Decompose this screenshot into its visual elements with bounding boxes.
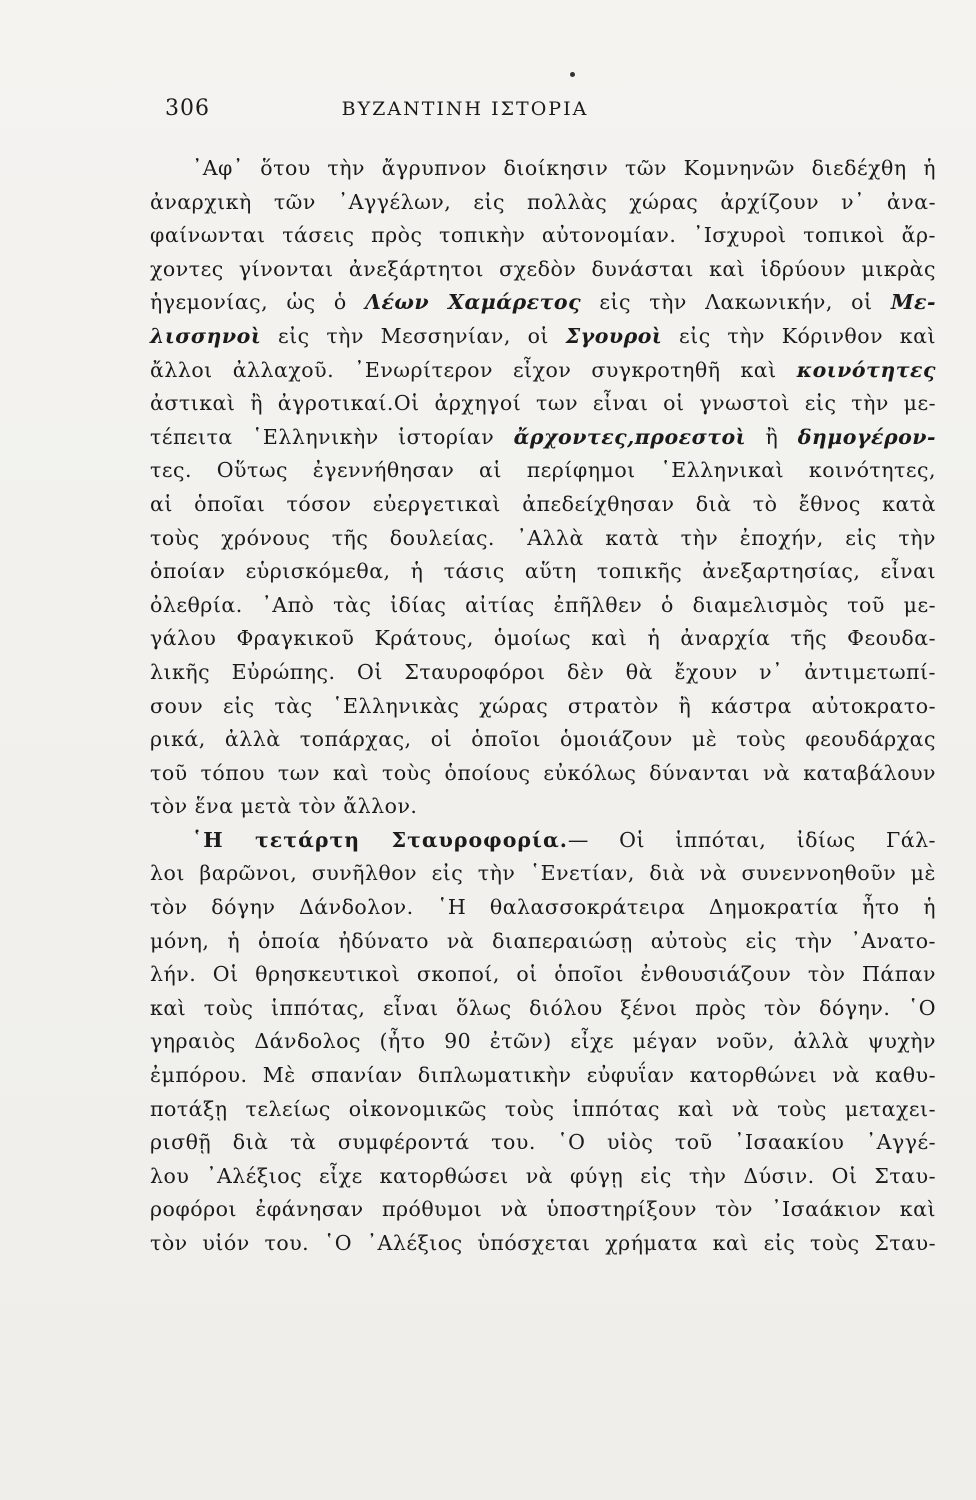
text-segment: γάλου Φραγκικοῦ Κράτους, ὁμοίως καὶ ἡ ἀναρχία τῆς Φεουδα- — [150, 626, 936, 651]
text-segment: ἀναρχικὴ τῶν ᾿Αγγέλων, εἰς πολλὰς χώρας ἀρχίζουν ν᾿ ἀνα- — [150, 189, 936, 214]
section-heading: ῾Η τετάρτη Σταυροφορία. — [192, 827, 568, 852]
text-segment: τοὺς χρόνους τῆς δουλείας. ᾿Αλλὰ κατὰ τὴν ἐποχήν, εἰς τὴν — [150, 525, 936, 550]
text-segment: ἐμπόρου. Μὲ σπανίαν διπλωματικὴν εὐφυΐαν κατορθώνει νὰ καθυ- — [150, 1063, 936, 1088]
text-segment: ὁποίαν εὑρισκόμεθα, ἡ τάσις αὕτη τοπικῆς ἀνεξαρτησίας, εἶναι — [150, 559, 936, 584]
text-line — [150, 958, 936, 992]
text-line — [150, 925, 936, 959]
text-line — [150, 1059, 936, 1093]
text-line — [150, 656, 936, 690]
text-segment: ἡγεμονίας, ὡς ὁ — [150, 290, 366, 315]
text-segment: καὶ τοὺς ἱππότας, εἶναι ὅλως διόλου ξένοι πρὸς τὸν δόγην. ῾Ο — [150, 995, 936, 1020]
text-line — [150, 824, 936, 858]
text-line — [150, 1193, 936, 1227]
emphasized-term: ἄρχοντες,προεστοὶ — [513, 424, 747, 449]
text-line — [150, 622, 936, 656]
text-segment: λικῆς Εὐρώπης. Οἱ Σταυροφόροι δὲν θὰ ἔχουν ν᾿ ἀντιμετωπί- — [150, 659, 936, 684]
page-number: 306 — [165, 96, 210, 121]
text-line — [150, 690, 936, 724]
text-line — [150, 1093, 936, 1127]
text-line — [150, 354, 936, 388]
text-line — [150, 992, 936, 1026]
text-line — [150, 555, 936, 589]
text-line — [150, 421, 936, 455]
text-segment: ἄλλοι ἀλλαχοῦ. ᾿Ενωρίτερον εἶχον συγκροτηθῆ καὶ — [150, 357, 797, 382]
body-text — [150, 152, 936, 1261]
text-line — [150, 219, 936, 253]
text-segment: ἢ — [746, 424, 798, 449]
emphasized-term: κοινότητες — [796, 357, 936, 382]
text-segment: τὸν ἕνα μετὰ τὸν ἄλλον. — [150, 794, 418, 819]
text-segment: τὸν δόγην Δάνδολον. ῾Η θαλασσοκράτειρα Δημοκρατία ἦτο ἡ — [150, 895, 936, 920]
text-segment: τες. Οὕτως ἐγεννήθησαν αἱ περίφημοι ῾Ελληνικαὶ κοινότητες, — [150, 458, 936, 483]
running-title: ΒΥΖΑΝΤΙΝΗ ΙΣΤΟΡΙΑ — [341, 98, 589, 120]
text-segment: λήν. Οἱ θρησκευτικοὶ σκοποί, οἱ ὁποῖοι ἐνθουσιάζουν τὸν Πάπαν — [150, 962, 936, 987]
emphasized-term: δημογέρον- — [797, 424, 936, 449]
text-segment: ἀστικαὶ ἢ ἀγροτικαί.Οἱ ἀρχηγοί των εἶναι οἱ γνωστοὶ εἰς τὴν με- — [150, 391, 936, 416]
text-segment: ᾿Αφ᾿ ὅτου τὴν ἄγρυπνον διοίκησιν τῶν Κομνηνῶν διεδέχθη ἡ — [192, 156, 936, 180]
text-segment: ρικά, ἀλλὰ τοπάρχας, οἱ ὁποῖοι ὁμοιάζουν μὲ τοὺς φεουδάρχας — [150, 727, 936, 752]
text-line — [150, 454, 936, 488]
text-segment: ροφόροι ἐφάνησαν πρόθυμοι νὰ ὑποστηρίξουν τὸν ᾿Ισαάκιον καὶ — [150, 1197, 936, 1222]
emphasized-term: Λέων Χαμάρετος — [365, 290, 582, 315]
text-line — [150, 488, 936, 522]
text-line — [150, 1126, 936, 1160]
text-line — [150, 1160, 936, 1194]
text-line — [150, 387, 936, 421]
text-line — [150, 253, 936, 287]
text-segment: εἰς τὴν Λακωνικήν, οἱ — [581, 290, 891, 315]
text-line — [150, 857, 936, 891]
text-line — [150, 286, 936, 320]
text-segment: ποτάξῃ τελείως οἰκονομικῶς τοὺς ἱππότας καὶ νὰ τοὺς μεταχει- — [150, 1096, 936, 1121]
text-line — [150, 186, 936, 220]
text-segment: αἱ ὁποῖαι τόσον εὐεργετικαὶ ἀπεδείχθησαν διὰ τὸ ἔθνος κατὰ — [150, 491, 936, 516]
text-segment: φαίνωνται τάσεις πρὸς τοπικὴν αὐτονομίαν. ᾿Ισχυροὶ τοπικοὶ ἄρ- — [150, 223, 936, 248]
text-segment: τὸν υἱόν του. ῾Ο ᾿Αλέξιος ὑπόσχεται χρήματα καὶ εἰς τοὺς Σταυ- — [150, 1231, 936, 1255]
text-segment: τέπειτα ῾Ελληνικὴν ἱστορίαν — [150, 424, 514, 449]
text-line — [150, 152, 936, 186]
text-segment: — Οἱ ἱππόται, ἰδίως Γάλ- — [567, 827, 936, 852]
text-segment: χοντες γίνονται ἀνεξάρτητοι σχεδὸν δυνάσται καὶ ἱδρύουν μικρὰς — [150, 256, 936, 281]
text-segment: σουν εἰς τὰς ῾Ελληνικὰς χώρας στρατὸν ἢ κάστρα αὐτοκρατο- — [150, 693, 936, 718]
page-header — [165, 96, 725, 130]
text-line — [150, 1227, 936, 1261]
text-segment: τοῦ τόπου των καὶ τοὺς ὁποίους εὐκόλως δύνανται νὰ καταβάλουν — [150, 760, 936, 785]
text-line — [150, 320, 936, 354]
text-segment: ρισθῇ διὰ τὰ συμφέροντά του. ῾Ο υἱὸς τοῦ ᾿Ισαακίου ᾿Αγγέ- — [150, 1130, 936, 1155]
emphasized-term: Με- — [890, 290, 937, 315]
text-segment: μόνη, ἡ ὁποία ἠδύνατο νὰ διαπεραιώσῃ αὐτοὺς εἰς τὴν ᾿Ανατο- — [150, 928, 936, 953]
text-segment: ὀλεθρία. ᾿Απὸ τὰς ἰδίας αἰτίας ἐπῆλθεν ὁ διαμελισμὸς τοῦ με- — [150, 592, 936, 617]
text-segment: γηραιὸς Δάνδολος (ἦτο 90 ἐτῶν) εἶχε μέγαν νοῦν, ἀλλὰ ψυχὴν — [150, 1029, 936, 1054]
text-line — [150, 757, 936, 791]
emphasized-term: Σγουροὶ — [565, 323, 663, 348]
text-line — [150, 723, 936, 757]
text-segment: λοι βαρῶνοι, συνῆλθον εἰς τὴν ῾Ενετίαν, διὰ νὰ συνεννοηθοῦν μὲ — [150, 861, 936, 886]
ink-speck — [570, 72, 575, 77]
text-line — [150, 1025, 936, 1059]
text-line — [150, 589, 936, 623]
text-line — [150, 522, 936, 556]
text-segment: εἰς τὴν Κόρινθον καὶ — [662, 323, 936, 348]
text-line — [150, 790, 936, 824]
text-line — [150, 891, 936, 925]
text-segment: λου ᾿Αλέξιος εἶχε κατορθώσει νὰ φύγῃ εἰς τὴν Δύσιν. Οἱ Σταυ- — [150, 1163, 936, 1188]
emphasized-term: λισσηνοὶ — [150, 323, 262, 348]
text-segment: εἰς τὴν Μεσσηνίαν, οἱ — [261, 323, 566, 348]
